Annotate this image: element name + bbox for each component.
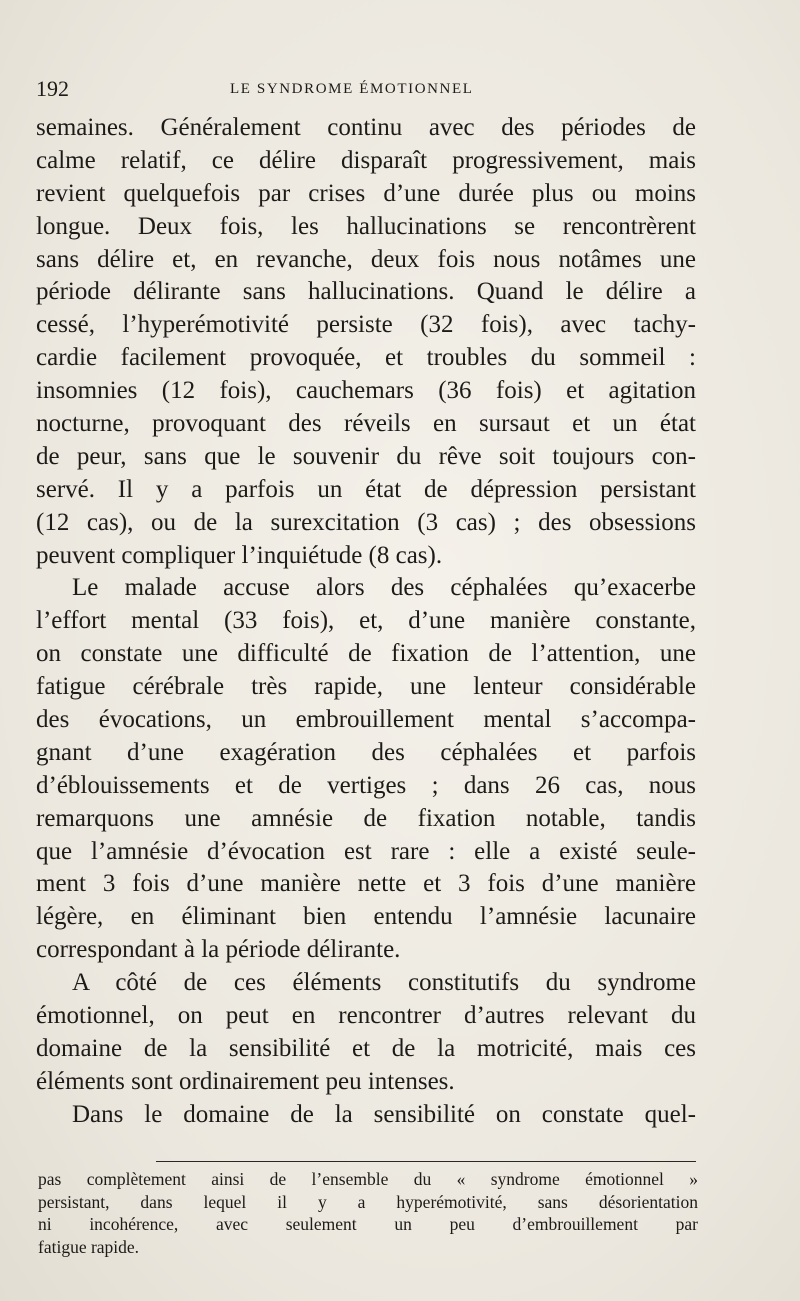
text-line: sans délire et, en revanche, deux fois nous notâmes une bbox=[36, 245, 696, 273]
text-line: l’effort mental (33 fois), et, d’une manière constante, bbox=[36, 607, 696, 635]
running-head bbox=[36, 74, 696, 104]
text-line: on constate une difficulté de fixation de l’attention, une bbox=[36, 640, 696, 668]
footnote-line: fatigue rapide. bbox=[38, 1236, 140, 1257]
text-line: servé. Il y a parfois un état de dépression persistant bbox=[36, 475, 696, 503]
text-line: éléments sont ordinairement peu intenses. bbox=[36, 1067, 455, 1095]
footnote-line: pas complètement ainsi de l’ensemble du « syndrome émotionnel » bbox=[38, 1169, 698, 1189]
text-line: fatigue cérébrale très rapide, une lenteur considérable bbox=[36, 673, 696, 701]
text-line: légère, en éliminant bien entendu l’amnésie lacunaire bbox=[36, 903, 696, 931]
text-line: insomnies (12 fois), cauchemars (36 fois) et agitation bbox=[36, 377, 696, 405]
text-line: revient quelquefois par crises d’une durée plus ou moins bbox=[36, 179, 696, 207]
text-line: Dans le domaine de la sensibilité on constate quel- bbox=[72, 1100, 696, 1128]
text-line: nocturne, provoquant des réveils en sursaut et un état bbox=[36, 410, 696, 438]
text-line: cardie facilement provoquée, et troubles du sommeil : bbox=[36, 344, 696, 372]
text-line: A côté de ces éléments constitutifs du syndrome bbox=[72, 969, 696, 997]
text-line: de peur, sans que le souvenir du rêve soit toujours con- bbox=[36, 442, 696, 470]
text-line: longue. Deux fois, les hallucinations se rencontrèrent bbox=[36, 212, 696, 240]
text-line: (12 cas), ou de la surexcitation (3 cas) ; des obsessions bbox=[36, 508, 696, 536]
text-line: d’éblouissements et de vertiges ; dans 26 cas, nous bbox=[36, 771, 696, 799]
page-number: 192 bbox=[36, 76, 69, 101]
footnote-line: ni incohérence, avec seulement un peu d’embrouillement par bbox=[38, 1214, 698, 1234]
text-line: correspondant à la période délirante. bbox=[36, 936, 401, 964]
footnote-line: persistant, dans lequel il y a hyperémotivité, sans désorientation bbox=[38, 1191, 698, 1212]
text-line: domaine de la sensibilité et de la motricité, mais ces bbox=[36, 1034, 696, 1062]
text-line: des évocations, un embrouillement mental s’accompa- bbox=[36, 706, 696, 734]
text-line: ment 3 fois d’une manière nette et 3 fois d’une manière bbox=[36, 870, 696, 898]
text-line: gnant d’une exagération des céphalées et parfois bbox=[36, 738, 696, 766]
text-line: Le malade accuse alors des céphalées qu’exacerbe bbox=[72, 574, 696, 602]
text-line: émotionnel, on peut en rencontrer d’autres relevant du bbox=[36, 1002, 696, 1030]
running-title: LE SYNDROME ÉMOTIONNEL bbox=[230, 81, 474, 97]
footnote-separator bbox=[156, 1161, 696, 1162]
text-line: semaines. Généralement continu avec des périodes de bbox=[36, 114, 696, 141]
footnote bbox=[38, 1168, 698, 1258]
text-line: peuvent compliquer l’inquiétude (8 cas). bbox=[36, 541, 443, 569]
body-text bbox=[36, 112, 696, 1132]
text-line: que l’amnésie d’évocation est rare : elle a existé seule- bbox=[36, 837, 696, 865]
text-line: calme relatif, ce délire disparaît progressivement, mais bbox=[36, 146, 696, 174]
text-line: remarquons une amnésie de fixation notable, tandis bbox=[36, 804, 696, 832]
text-line: période délirante sans hallucinations. Quand le délire a bbox=[36, 278, 696, 306]
text-line: cessé, l’hyperémotivité persiste (32 fois), avec tachy- bbox=[36, 311, 696, 339]
